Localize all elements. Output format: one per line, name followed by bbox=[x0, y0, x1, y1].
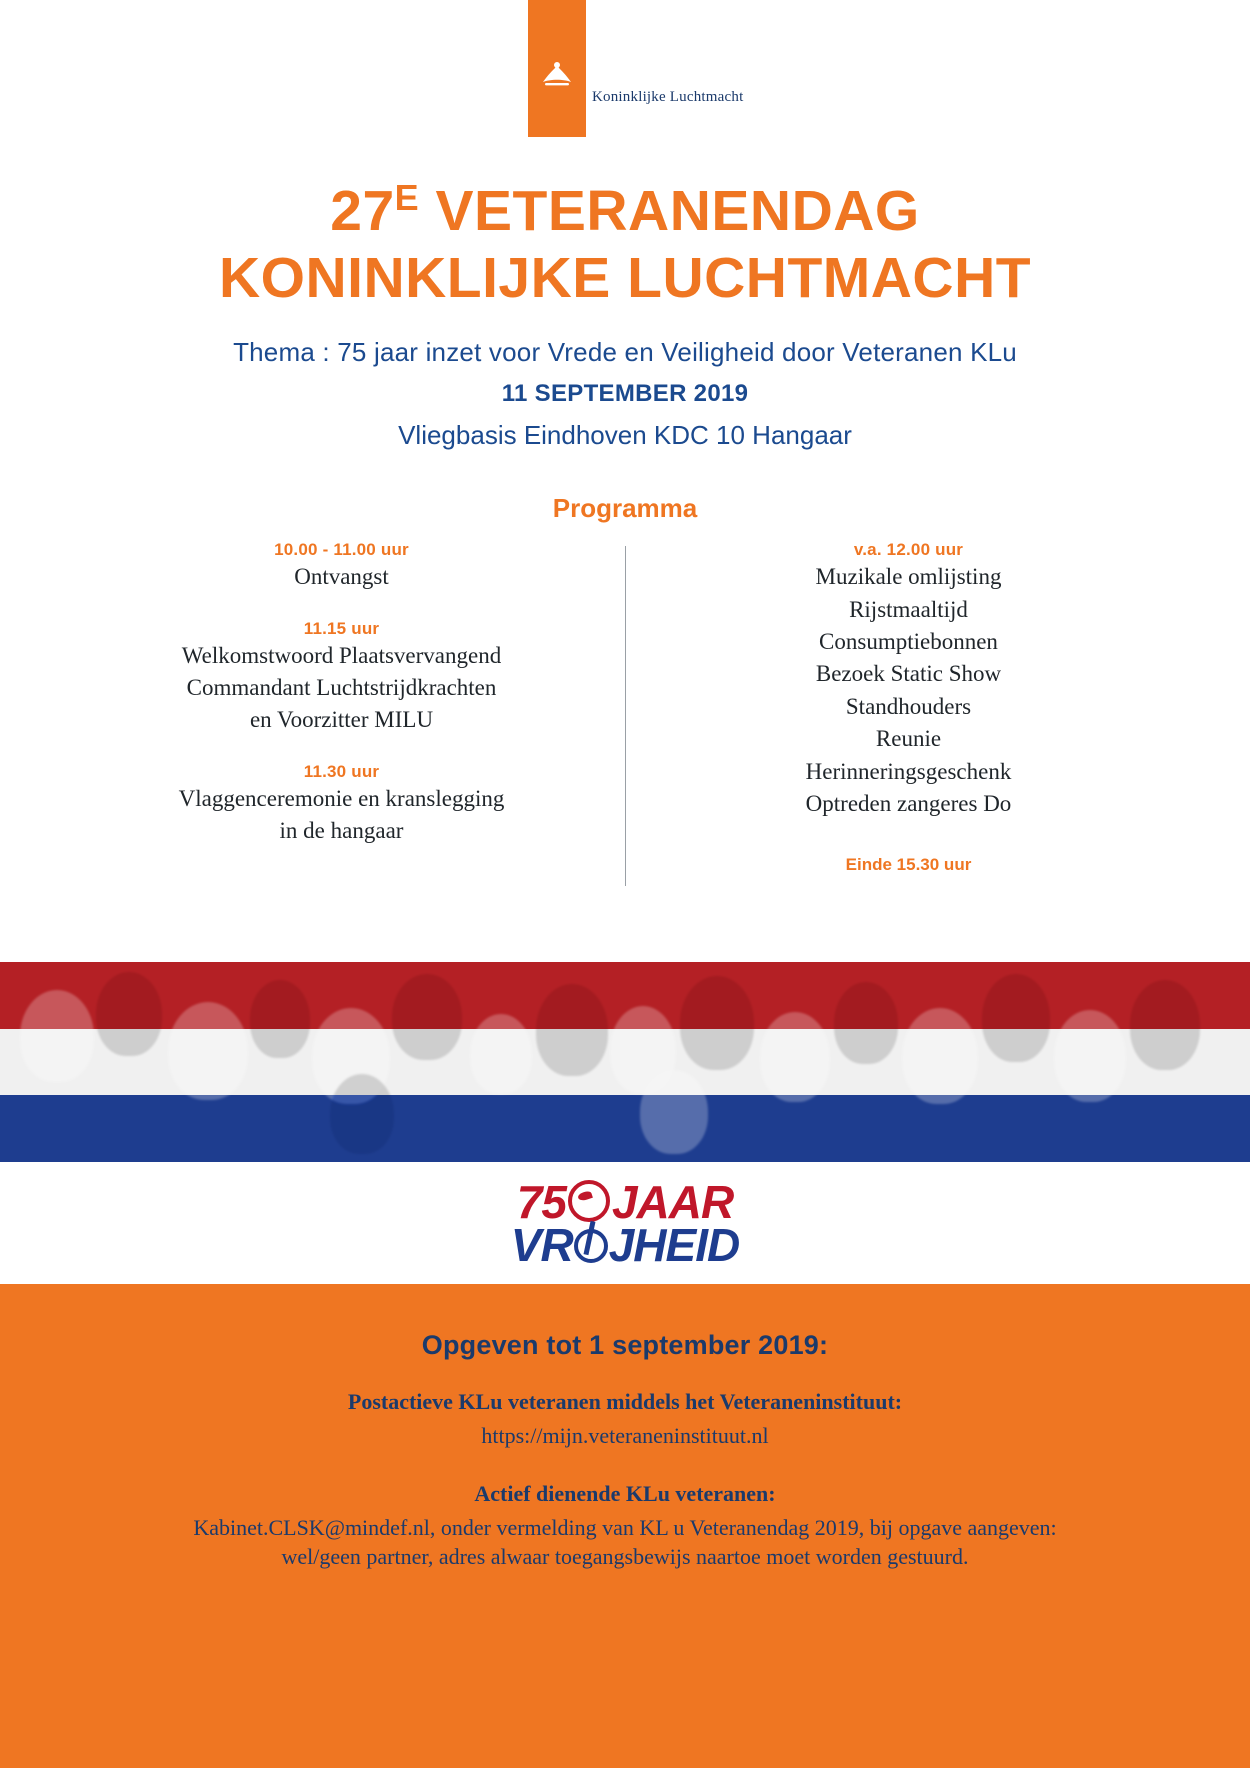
entry-time: 10.00 - 11.00 uur bbox=[274, 540, 409, 560]
poster-title bbox=[0, 177, 1250, 310]
spacer bbox=[97, 593, 587, 619]
end-time: Einde 15.30 uur bbox=[845, 855, 972, 875]
entry-line: Commandant Luchtstrijdkrachten bbox=[186, 675, 497, 701]
footer-body-line-1: Kabinet.CLSK@mindef.nl, onder vermelding van KL u Veteranendag 2019, bij opgave aangeven: bbox=[193, 1514, 1057, 1540]
right-item: Consumptiebonnen bbox=[819, 629, 998, 655]
event-date: 11 SEPTEMBER 2019 bbox=[501, 380, 749, 408]
spacer bbox=[97, 736, 587, 762]
vrijheid-jaar: JAAR bbox=[611, 1176, 734, 1229]
dove-icon bbox=[568, 1180, 610, 1222]
entry-time: v.a. 12.00 uur bbox=[853, 540, 964, 560]
programma-entry bbox=[97, 619, 587, 736]
programma-columns bbox=[0, 540, 1250, 886]
entry-line: en Voorzitter MILU bbox=[249, 707, 434, 733]
crowd-photo-overlay bbox=[0, 962, 1250, 1162]
title-number: 27 bbox=[330, 179, 395, 243]
veteraneninstituut-link[interactable]: https://mijn.veteraneninstituut.nl bbox=[481, 1423, 769, 1448]
header-logo-area bbox=[0, 0, 1250, 148]
entry-line: Welkomstwoord Plaatsvervangend bbox=[181, 642, 502, 668]
right-item: Reunie bbox=[875, 726, 942, 752]
programma-right-column bbox=[626, 540, 1154, 886]
organization-name: Koninklijke Luchtmacht bbox=[592, 89, 744, 105]
subtitle-block bbox=[0, 337, 1250, 451]
entry-time: 11.15 uur bbox=[303, 618, 380, 638]
right-item: Muzikale omlijsting bbox=[815, 564, 1002, 590]
vrijheid-vr: VR bbox=[510, 1218, 573, 1271]
crown-icon bbox=[528, 62, 586, 92]
right-item: Herinneringsgeschenk bbox=[805, 758, 1012, 784]
footer-heading-active: Actief dienende KLu veteranen: bbox=[474, 1480, 776, 1506]
flag-photo-band bbox=[0, 962, 1250, 1162]
right-item: Bezoek Static Show bbox=[815, 661, 1002, 687]
vrijheid-jheid: JHEID bbox=[608, 1218, 740, 1271]
programma-entry bbox=[97, 540, 587, 592]
vrijheid-line-2 bbox=[510, 1218, 740, 1271]
programma-entry bbox=[97, 762, 587, 847]
entry-line: in de hangaar bbox=[279, 818, 404, 844]
title-line-1-rest: VETERANENDAG bbox=[419, 179, 920, 243]
vrijheid-75: 75 bbox=[516, 1176, 566, 1229]
title-line-1 bbox=[0, 177, 1250, 243]
vrijheid-line-1 bbox=[511, 1176, 739, 1229]
event-location: Vliegbasis Eindhoven KDC 10 Hangaar bbox=[398, 420, 852, 451]
title-line-2: KONINKLIJKE LUCHTMACHT bbox=[218, 245, 1032, 310]
theme-text: Thema : 75 jaar inzet voor Vrede en Veiligheid door Veteranen KLu bbox=[233, 337, 1017, 368]
entry-time: 11.30 uur bbox=[303, 761, 380, 781]
programma-left-column bbox=[97, 540, 625, 886]
entry-line: Vlaggenceremonie en kranslegging bbox=[178, 785, 505, 811]
right-item: Optreden zangeres Do bbox=[805, 790, 1012, 816]
programma-heading: Programma bbox=[552, 493, 698, 524]
right-item: Rijstmaaltijd bbox=[849, 596, 968, 622]
footer-body-line-2: wel/geen partner, adres alwaar toegangsbewijs naartoe moet worden gestuurd. bbox=[281, 1544, 969, 1570]
vrijheid-logo bbox=[0, 1162, 1250, 1284]
right-item: Standhouders bbox=[845, 693, 972, 719]
footer-registration bbox=[0, 1284, 1250, 1768]
footer-heading-postactive: Postactieve KLu veteranen middels het Veteraneninstituut: bbox=[347, 1389, 903, 1414]
title-ordinal-suffix: E bbox=[394, 177, 420, 218]
entry-line: Ontvangst bbox=[294, 564, 389, 590]
torch-icon bbox=[574, 1229, 608, 1263]
footer-title: Opgeven tot 1 september 2019: bbox=[421, 1330, 829, 1360]
